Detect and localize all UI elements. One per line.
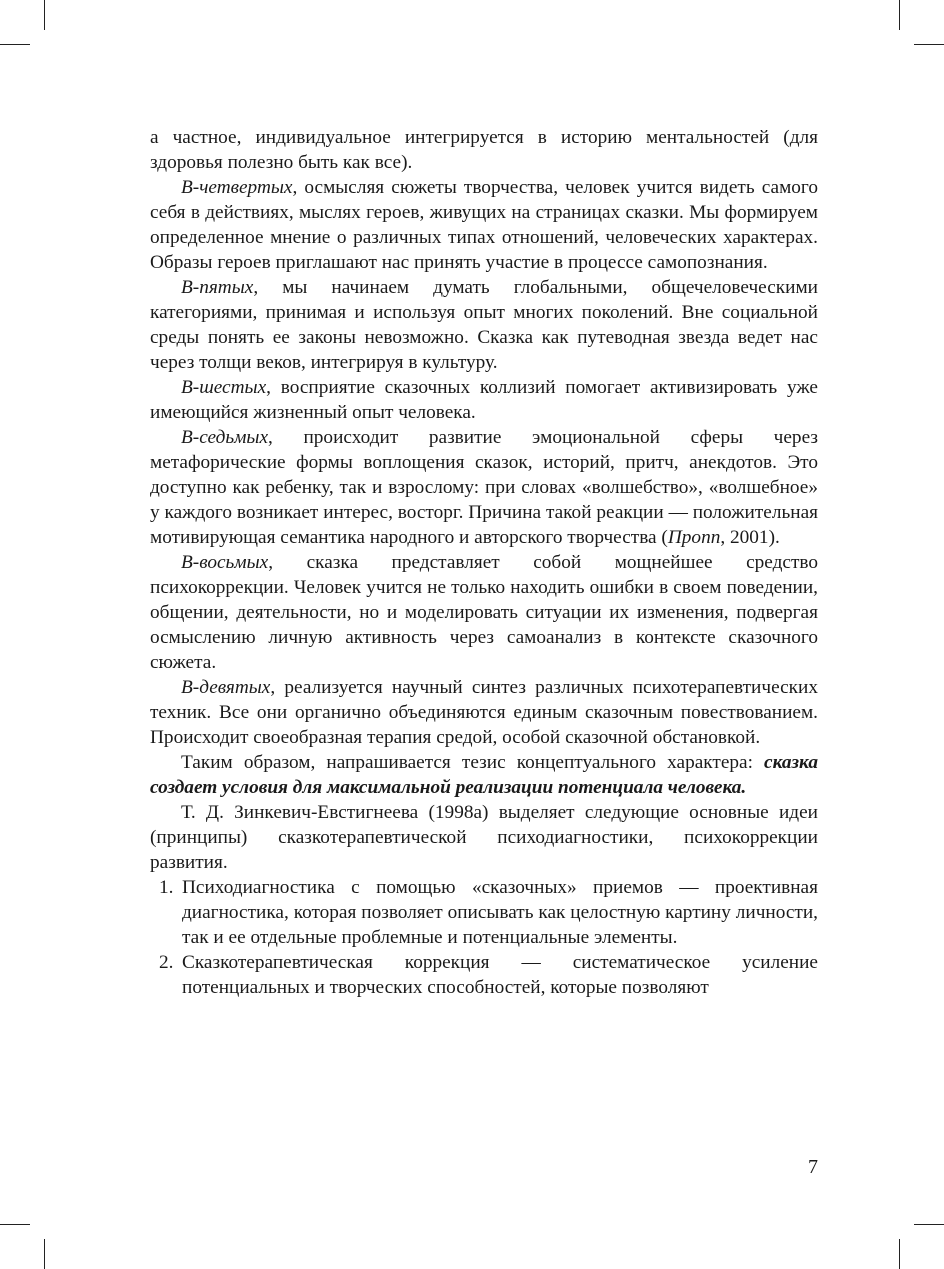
reason-paragraph-4 [150,175,818,275]
crop-mark-bottom-right [899,1239,900,1269]
reason-text-6: , восприятие сказочных коллизий помогает активизировать уже имеющийся жизненный опыт человека. [150,377,818,423]
crop-mark-top-left [44,0,45,30]
list-item-number: 2. [159,952,174,973]
reason-paragraph-9 [150,675,818,750]
reason-text-5: , мы начинаем думать глобальными, общечеловеческими категориями, принимая и используя опыт многих поколений. Вне социальной среды понять ее законы невозможно. Сказка как путеводная звезда ведет нас через толщи веков, интегрируя в культуру. [150,277,818,373]
reason-lead-9: В-девятых [181,677,271,698]
reason-lead-5: В-пятых [181,277,254,298]
reason-paragraph-6 [150,375,818,425]
reason-paragraph-7 [150,425,818,550]
reason-paragraph-8 [150,550,818,675]
conclusion-thesis: сказка создает условия для максимальной реализации потенциала человека. [150,752,818,798]
principles-list [150,875,818,1000]
reason-text-7: , происходит развитие эмоциональной сферы через метафорические формы воплощения сказок, историй, притч, анекдотов. Это доступно как ребенку, так и взрослому: при словах «волшебство», «волшебное» у каждого возникает интерес, восторг. Причина такой реакции — положительная мотивирующая семантика народного и авторского творчества ( [150,427,818,548]
reason-lead-8: В-восьмых [181,552,269,573]
citation-author: Пропп [667,527,721,548]
list-item-text: Психодиагностика с помощью «сказочных» приемов — проективная диагностика, которая позволяет описывать как целостную картину личности, так и ее отдельные проблемные и потенциальные элементы. [182,877,818,948]
crop-mark-top-right-horizontal [914,44,944,45]
list-item-number: 1. [159,877,174,898]
reason-text-9: , реализуется научный синтез различных психотерапевтических техник. Все они органично объединяются единым сказочным повествованием. Происходит своеобразная терапия средой, особой сказочной обстановкой. [150,677,818,748]
reason-text-8: , сказка представляет собой мощнейшее средство психокоррекции. Человек учится не только находить ошибки в своем поведении, общении, деятельности, но и моделировать ситуации их изменения, подвергая осмыслению личную активность через самоанализ в контексте сказочного сюжета. [150,552,818,673]
reason-lead-4: В-четвертых [181,177,293,198]
reason-paragraph-5 [150,275,818,375]
crop-mark-bottom-right-horizontal [914,1224,944,1225]
list-item-text: Сказкотерапевтическая коррекция — систематическое усиление потенциальных и творческих способностей, которые позволяют [182,952,818,998]
citation-year: , 2001). [720,527,780,548]
reason-lead-6: В-шестых [181,377,267,398]
list-item [150,950,818,1000]
crop-mark-top-right [899,0,900,30]
reason-text-4: , осмысляя сюжеты творчества, человек учится видеть самого себя в действиях, мыслях героев, живущих на страницах сказки. Мы формируем определенное мнение о различных типах отношений, человеческих характерах. Образы героев приглашают нас принять участие в процессе самопознания. [150,177,818,273]
conclusion-intro: Таким образом, напрашивается тезис концептуального характера: [181,752,765,773]
opening-paragraph: а частное, индивидуальное интегрируется в историю ментальностей (для здоровья полезно быть как все). [150,127,818,173]
page-body [150,125,818,1000]
conclusion-paragraph [150,750,818,800]
crop-mark-bottom-left [44,1239,45,1269]
list-item [150,875,818,950]
crop-mark-top-left-horizontal [0,44,30,45]
reason-lead-7: В-седьмых [181,427,269,448]
crop-mark-bottom-left-horizontal [0,1224,30,1225]
page-number: 7 [808,1156,818,1178]
principles-intro: Т. Д. Зинкевич-Евстигнеева (1998а) выделяет следующие основные идеи (принципы) сказкотерапевтической психодиагностики, психокоррекции развития. [150,802,818,873]
